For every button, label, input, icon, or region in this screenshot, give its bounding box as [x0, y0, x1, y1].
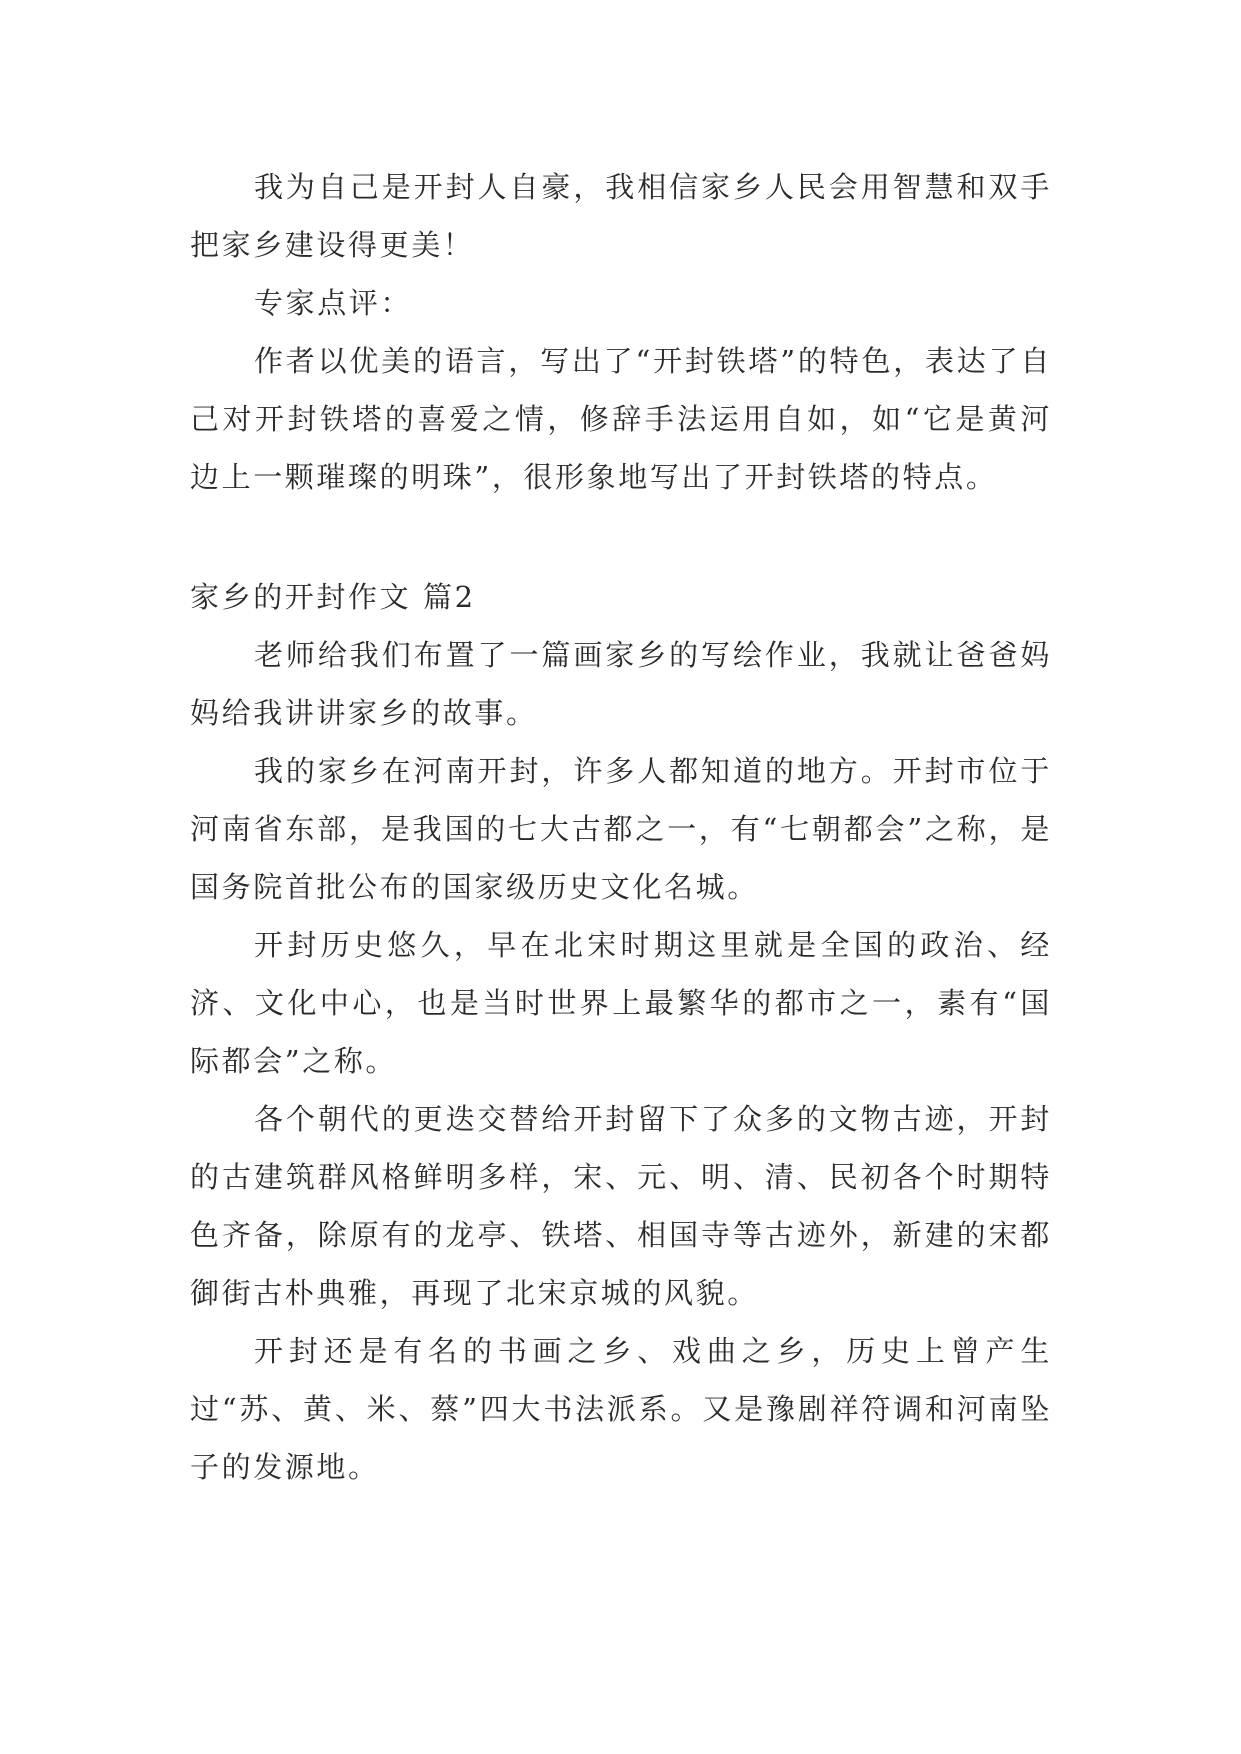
paragraph-expert-comment-label: 专家点评： — [254, 286, 413, 320]
paragraph-pride: 我为自己是开封人自豪，我相信家乡人民会用智慧和双手把家乡建设得更美！ — [190, 170, 1052, 262]
paragraph-expert-comment: 作者以优美的语言，写出了“开封铁塔”的特色，表达了自己对开封铁塔的喜爱之情，修辞手法运用自如，如“它是黄河边上一颗璀璨的明珠”，很形象地写出了开封铁塔的特点。 — [190, 344, 1052, 494]
paragraph-history: 开封历史悠久，早在北宋时期这里就是全国的政治、经济、文化中心，也是当时世界上最繁华的都市之一，素有“国际都会”之称。 — [190, 928, 1052, 1078]
paragraph-relics: 各个朝代的更迭交替给开封留下了众多的文物古迹，开封的古建筑群风格鲜明多样，宋、元、明、清、民初各个时期特色齐备，除原有的龙亭、铁塔、相国寺等古迹外，新建的宋都御街古朴典雅，再现了北宋京城的风貌。 — [190, 1102, 1052, 1310]
paragraph-arts: 开封还是有名的书画之乡、戏曲之乡，历史上曾产生过“苏、黄、米、蔡”四大书法派系。又是豫剧祥符调和河南坠子的发源地。 — [190, 1334, 1052, 1484]
section-title: 家乡的开封作文 篇2 — [190, 580, 476, 614]
paragraph-teacher-assignment: 老师给我们布置了一篇画家乡的写绘作业，我就让爸爸妈妈给我讲讲家乡的故事。 — [190, 638, 1052, 730]
document-body — [190, 158, 1052, 1496]
paragraph-hometown-location: 我的家乡在河南开封，许多人都知道的地方。开封市位于河南省东部，是我国的七大古都之一，有“七朝都会”之称，是国务院首批公布的国家级历史文化名城。 — [190, 754, 1052, 904]
